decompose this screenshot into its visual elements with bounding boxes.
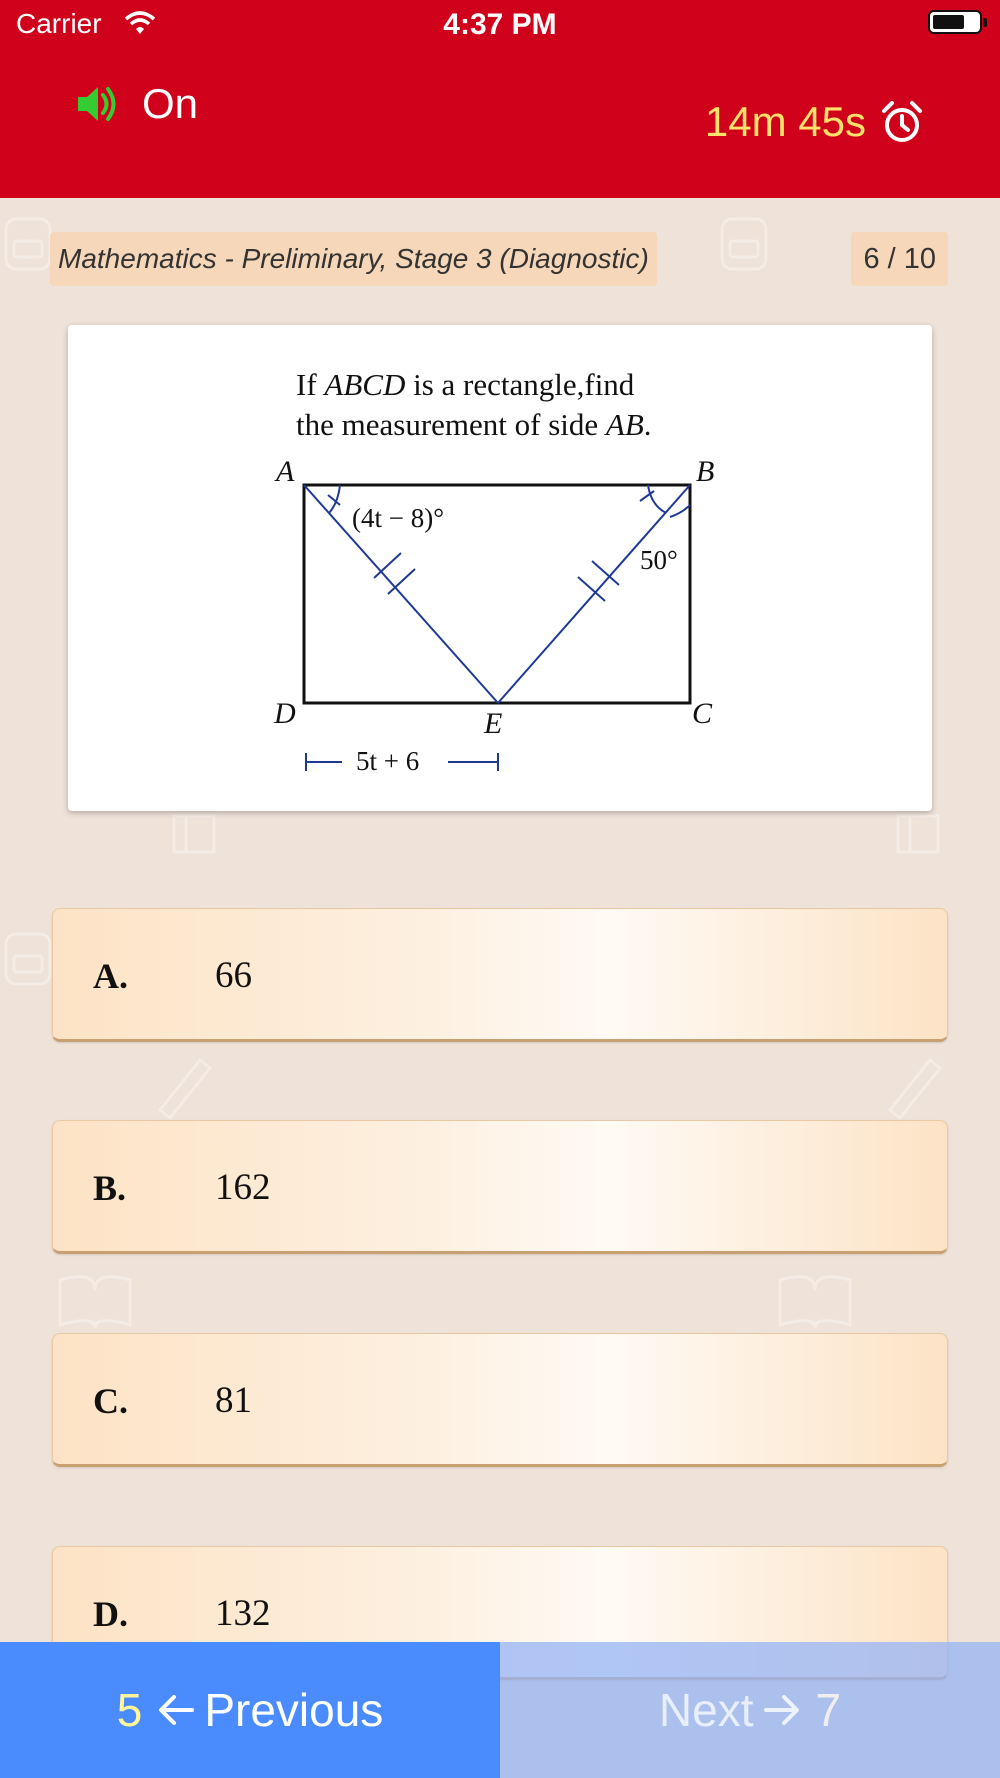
option-letter: C. bbox=[93, 1381, 128, 1421]
alarm-clock-icon bbox=[880, 99, 924, 145]
countdown-timer bbox=[705, 98, 924, 146]
background-pencil-icon bbox=[880, 1050, 950, 1120]
angle-arc-b-2 bbox=[670, 505, 690, 517]
background-backpack-icon bbox=[716, 205, 776, 275]
vertex-label-d: D bbox=[274, 697, 296, 730]
question-card bbox=[68, 325, 932, 811]
answer-option-c[interactable] bbox=[52, 1333, 948, 1467]
background-pencil-icon bbox=[150, 1050, 220, 1120]
option-letter: A. bbox=[93, 956, 128, 996]
vertex-label-b: B bbox=[696, 455, 715, 488]
speaker-icon bbox=[74, 82, 118, 126]
subject-title: Mathematics - Preliminary, Stage 3 (Diagnostic) bbox=[50, 232, 657, 286]
rectangle-diagram bbox=[68, 325, 932, 811]
question-counter: 6 / 10 bbox=[851, 232, 948, 286]
tick-mark bbox=[374, 553, 401, 578]
status-carrier: Carrier bbox=[16, 8, 102, 39]
option-value: 132 bbox=[215, 1593, 271, 1634]
answer-option-b[interactable] bbox=[52, 1120, 948, 1254]
battery-level bbox=[933, 15, 964, 29]
answer-option-a[interactable] bbox=[52, 908, 948, 1042]
arrow-right-icon bbox=[762, 1690, 802, 1730]
arrow-left-icon bbox=[156, 1690, 196, 1730]
angle-label-a: (4t − 8)° bbox=[352, 503, 445, 533]
segment-label-de: 5t + 6 bbox=[356, 746, 420, 776]
option-letter: B. bbox=[93, 1168, 127, 1208]
previous-label: Previous bbox=[204, 1684, 384, 1736]
wifi-icon bbox=[124, 10, 156, 36]
previous-button[interactable] bbox=[0, 1642, 500, 1778]
vertex-label-c: C bbox=[692, 697, 713, 730]
option-value: 81 bbox=[215, 1380, 252, 1421]
previous-question-number: 5 bbox=[116, 1684, 143, 1736]
option-value: 66 bbox=[215, 955, 252, 996]
question-text-part: ABCD bbox=[324, 367, 406, 402]
angle-arc-a bbox=[329, 485, 340, 513]
status-time: 4:37 PM bbox=[443, 8, 557, 41]
background-box-icon bbox=[168, 806, 224, 856]
angle-label-b: 50° bbox=[640, 545, 678, 575]
next-label: Next bbox=[658, 1684, 754, 1736]
vertex-label-a: A bbox=[276, 455, 295, 488]
option-letter: D. bbox=[93, 1594, 128, 1634]
question-text-part: the measurement of side bbox=[296, 407, 606, 442]
question-text-part: If bbox=[296, 367, 325, 402]
vertex-label-e: E bbox=[484, 707, 503, 740]
option-value: 162 bbox=[215, 1167, 271, 1208]
background-box-icon bbox=[892, 806, 948, 856]
next-question-number: 7 bbox=[815, 1684, 842, 1736]
next-button[interactable] bbox=[500, 1642, 1000, 1778]
bottom-navigation bbox=[0, 1642, 1000, 1778]
battery-icon bbox=[928, 10, 982, 34]
tick-mark bbox=[388, 569, 415, 594]
segment-be bbox=[498, 485, 690, 703]
sound-toggle[interactable] bbox=[74, 80, 198, 128]
background-book-icon bbox=[775, 1270, 855, 1330]
angle-arc-b bbox=[648, 485, 666, 513]
background-backpack-icon bbox=[0, 920, 60, 990]
timer-text: 14m 45s bbox=[704, 98, 866, 145]
sound-status-label: On bbox=[142, 80, 199, 127]
question-text-part: . bbox=[643, 407, 652, 442]
background-book-icon bbox=[55, 1270, 135, 1330]
question-text-part: is a rectangle,find bbox=[405, 367, 635, 402]
top-bar bbox=[0, 0, 1000, 198]
question-text-part: AB bbox=[605, 407, 644, 442]
